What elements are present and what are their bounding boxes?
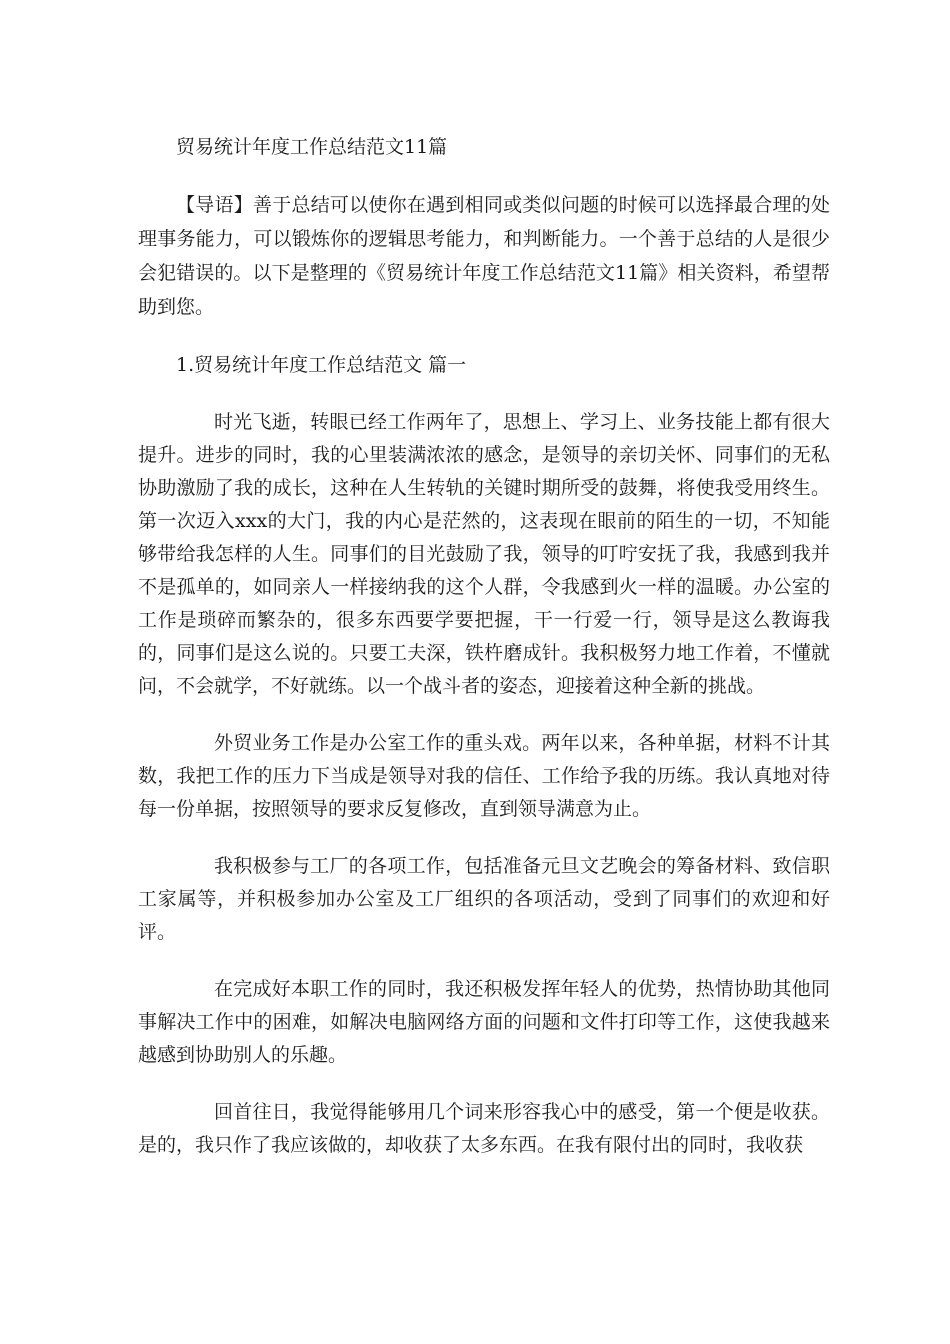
section-heading: 1.贸易统计年度工作总结范文 篇一 [176, 354, 467, 376]
body-paragraph: 时光飞逝，转眼已经工作两年了，思想上、学习上、业务技能上都有很大提升。进步的同时，我的心里装满浓浓的感念，是领导的亲切关怀、同事们的无私协助激励了我的成长，这种在人生转轨的关键时期所受的鼓舞，将使我受用终生。第一次迈入xxx的大门，我的内心是茫然的，这表现在眼前的陌生的一切，不知能够带给我怎样的人生。同事们的目光鼓励了我，领导的叮咛安抚了我，我感到我并不是孤单的，如同亲人一样接纳我的这个人群，令我感到火一样的温暖。办公室的工作是琐碎而繁杂的，很多东西要学要把握，干一行爱一行，领导是这么教诲我的，同事们是这么说的。只要工夫深，铁杵磨成针。我积极努力地工作着，不懂就问，不会就学，不好就练。以一个战斗者的姿态，迎接着这种全新的挑战。 [138, 411, 830, 697]
body-paragraph: 在完成好本职工作的同时，我还积极发挥年轻人的优势，热情协助其他同事解决工作中的困难，如解决电脑网络方面的问题和文件打印等工作，这使我越来越感到协助别人的乐趣。 [138, 978, 830, 1066]
body-paragraph: 回首往日，我觉得能够用几个词来形容我心中的感受，第一个便是收获。是的，我只作了我应该做的，却收获了太多东西。在我有限付出的同时，我收获 [138, 1101, 830, 1156]
intro-paragraph: 【导语】善于总结可以使你在遇到相同或类似问题的时候可以选择最合理的处理事务能力，可以锻炼你的逻辑思考能力，和判断能力。一个善于总结的人是很少会犯错误的。以下是整理的《贸易统计年度工作总结范文11篇》相关资料，希望帮助到您。 [138, 194, 830, 318]
document-page [138, 130, 830, 1186]
document-title: 贸易统计年度工作总结范文11篇 [176, 136, 448, 158]
body-paragraph: 我积极参与工厂的各项工作，包括准备元旦文艺晚会的筹备材料、致信职工家属等，并积极参加办公室及工厂组织的各项活动，受到了同事们的欢迎和好评。 [138, 855, 830, 943]
body-paragraph: 外贸业务工作是办公室工作的重头戏。两年以来，各种单据，材料不计其数，我把工作的压力下当成是领导对我的信任、工作给予我的历练。我认真地对待每一份单据，按照领导的要求反复修改，直到领导满意为止。 [138, 732, 830, 820]
